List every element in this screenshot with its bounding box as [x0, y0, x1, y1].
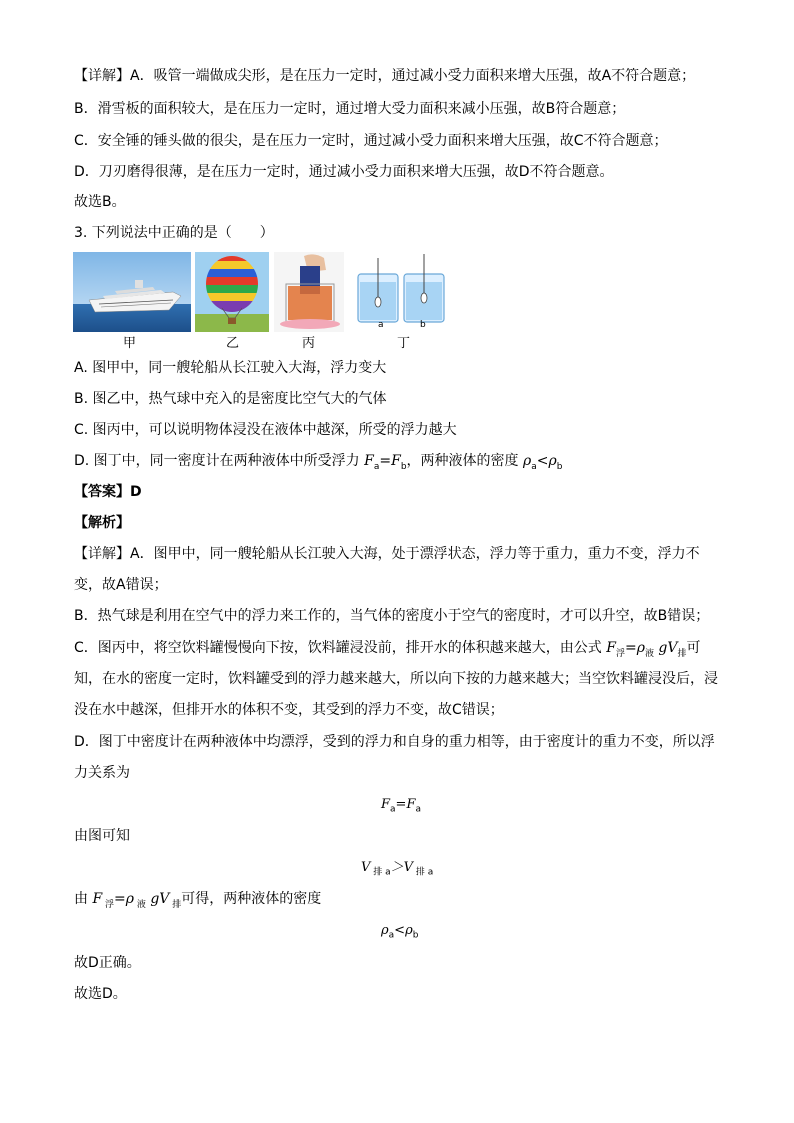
conclusion-line: 故选B。	[74, 194, 126, 210]
formula-f: =F	[395, 797, 416, 812]
subscript: 排 a	[413, 867, 434, 878]
option-a: A. 图甲中，同一艘轮船从长江驶入大海，浮力变大	[74, 360, 387, 376]
formula-gv: gV	[653, 640, 678, 656]
beaker-b-label: b	[420, 320, 426, 330]
formula-rho: =ρ	[624, 640, 645, 656]
formula-gv: gV	[145, 891, 170, 907]
explain-line-11: 故D正确。	[74, 955, 141, 971]
explain-line-3: B．热气球是利用在空气中的浮力来工作的，当气体的密度小于空气的密度时，才可以升空，故B错误；	[74, 608, 710, 624]
formula-f: F	[364, 453, 374, 469]
formula-rho: ρ	[523, 453, 532, 469]
explain-line-2: 变，故A错误；	[74, 577, 168, 593]
option-b: B. 图乙中，热气球中充入的是密度比空气大的气体	[74, 391, 387, 407]
explain-text: 由	[74, 891, 93, 907]
detail-line-c: C．安全锤的锤头做的很尖，是在压力一定时，通过减小受力面积来增大压强，故C不符合题意；	[74, 133, 668, 149]
explain-line-7: D．图丁中密度计在两种液体中均漂浮，受到的浮力和自身的重力相等，由于密度计的重力不变，所以浮	[74, 734, 715, 750]
subscript: 排 a	[370, 867, 391, 878]
subscript: b	[556, 461, 563, 472]
explain-text: 可	[686, 640, 701, 656]
answer-line: 【答案】D	[74, 484, 142, 500]
formula-v: ＞V	[390, 860, 414, 875]
equation-density	[381, 921, 418, 946]
beaker-a-label: a	[378, 320, 384, 330]
subscript: 液	[134, 899, 146, 910]
option-d-text: D. 图丁中，同一密度计在两种液体中所受浮力	[74, 453, 365, 469]
option-d	[74, 451, 562, 477]
subscript: 排	[169, 899, 182, 910]
detail-line-a: 【详解】A．吸管一端做成尖形，是在压力一定时，通过减小受力面积来增大压强，故A不符合题意；	[74, 68, 696, 84]
figure-label-ding: 丁	[397, 336, 411, 351]
formula-f: F	[606, 640, 616, 656]
hot-air-balloon-image	[195, 252, 269, 332]
equation-buoyancy	[381, 795, 421, 820]
option-d-text: ，两种液体的密度	[406, 453, 523, 469]
formula-f: F	[92, 891, 103, 907]
formula-f: =F	[379, 453, 401, 469]
explain-line-5: 知，在水的密度一定时，饮料罐受到的浮力越来越大，所以向下按的力越来越大；当空饮料罐浸没后，浸	[74, 671, 718, 687]
figure-label-jia: 甲	[123, 336, 137, 351]
explain-line-10	[74, 889, 321, 915]
explain-line-9: 由图可知	[74, 828, 130, 844]
detail-line-b: B．滑雪板的面积较大，是在压力一定时，通过增大受力面积来减小压强，故B符合题意；	[74, 101, 626, 117]
analysis-heading: 【解析】	[74, 515, 130, 531]
figure-label-yi: 乙	[226, 336, 240, 351]
figure-label-bing: 丙	[302, 336, 316, 351]
subscript: b	[412, 930, 419, 941]
explain-line-4	[74, 638, 701, 664]
subscript: 排	[677, 648, 687, 659]
subscript: 浮	[615, 648, 625, 659]
subscript: a	[531, 461, 537, 472]
explain-line-8: 力关系为	[74, 765, 130, 781]
formula-rho: <ρ	[536, 453, 557, 469]
detail-line-d: D．刀刃磨得很薄，是在压力一定时，通过减小受力面积来增大压强，故D不符合题意。	[74, 164, 614, 180]
formula-f: F	[381, 797, 391, 812]
subscript: 液	[644, 648, 654, 659]
subscript: a	[373, 461, 380, 472]
explain-line-1: 【详解】A．图甲中，同一艘轮船从长江驶入大海，处于漂浮状态，浮力等于重力，重力不变，浮力不	[74, 546, 700, 562]
formula-v: V	[361, 860, 371, 875]
formula-rho: =ρ	[114, 891, 135, 907]
explain-line-6: 没在水中越深，但排开水的体积不变，其受到的浮力不变，故C错误；	[74, 702, 504, 718]
ship-image	[73, 252, 191, 332]
option-c: C. 图丙中，可以说明物体浸没在液体中越深，所受的浮力越大	[74, 422, 457, 438]
subscript: a	[388, 930, 395, 941]
question-3: 3. 下列说法中正确的是（ ）	[74, 225, 274, 241]
subscript: a	[390, 804, 396, 815]
subscript: a	[415, 804, 421, 815]
can-in-water-image	[274, 252, 344, 332]
equation-volume	[361, 858, 433, 883]
formula-rho: ρ	[381, 923, 389, 938]
subscript: 浮	[102, 899, 115, 910]
question-figures	[73, 252, 453, 351]
explain-text: C．图丙中，将空饮料罐慢慢向下按，饮料罐浸没前，排开水的体积越来越大，由公式	[74, 640, 607, 656]
subscript: b	[400, 461, 407, 472]
explain-text: 可得，两种液体的密度	[181, 891, 322, 907]
hydrometer-beakers-image	[354, 252, 448, 332]
formula-rho: <ρ	[394, 923, 413, 938]
final-answer-line: 故选D。	[74, 986, 127, 1002]
